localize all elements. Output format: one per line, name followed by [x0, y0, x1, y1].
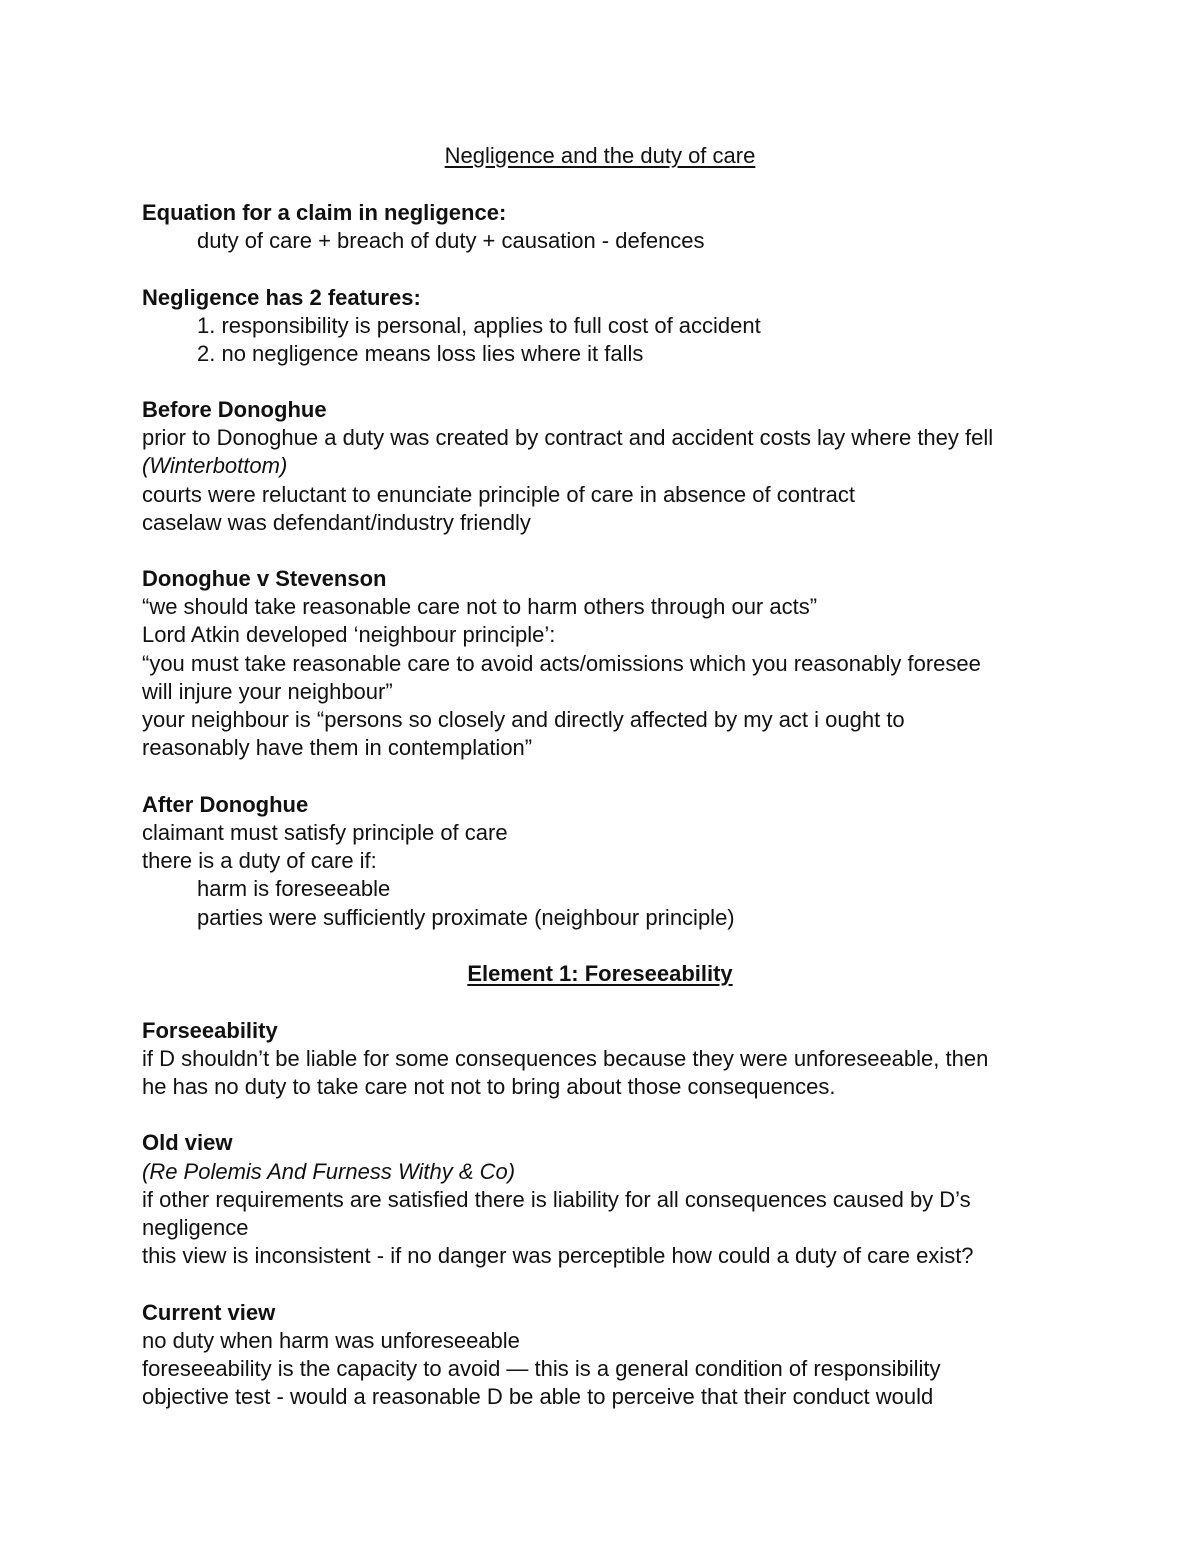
paragraph-line: caselaw was defendant/industry friendly — [142, 510, 531, 535]
paragraph-line: your neighbour is “persons so closely and directly affected by my act i ought to — [142, 707, 905, 732]
forseeability-heading: Forseeability — [142, 1018, 278, 1043]
paragraph-line: “you must take reasonable care to avoid acts/omissions which you reasonably foresee — [142, 651, 981, 676]
donoghue-v-stevenson-heading: Donoghue v Stevenson — [142, 566, 387, 591]
paragraph-line: will injure your neighbour” — [142, 679, 393, 704]
equation-heading: Equation for a claim in negligence: — [142, 200, 507, 225]
old-view-heading: Old view — [142, 1130, 233, 1155]
paragraph-line: he has no duty to take care not not to bring about those consequences. — [142, 1074, 836, 1099]
element1-heading: Element 1: Foreseeability — [467, 961, 733, 986]
case-citation: (Re Polemis And Furness Withy & Co) — [142, 1159, 516, 1184]
paragraph-line: reasonably have them in contemplation” — [142, 735, 533, 760]
paragraph-line: if D shouldn’t be liable for some consequences because they were unforeseeable, then — [142, 1046, 989, 1071]
feature-item: 1. responsibility is personal, applies to full cost of accident — [197, 313, 761, 338]
paragraph-line: if other requirements are satisfied there is liability for all consequences caused by D’s — [142, 1187, 971, 1212]
feature-item: 2. no negligence means loss lies where it falls — [197, 341, 644, 366]
case-citation: (Winterbottom) — [142, 453, 288, 478]
paragraph-line: objective test - would a reasonable D be able to perceive that their conduct would — [142, 1384, 934, 1409]
paragraph-line: negligence — [142, 1215, 249, 1240]
paragraph-line: no duty when harm was unforeseeable — [142, 1328, 520, 1353]
after-donoghue-heading: After Donoghue — [142, 792, 309, 817]
features-heading: Negligence has 2 features: — [142, 285, 421, 310]
paragraph-line: foreseeability is the capacity to avoid — this is a general condition of responsibility — [142, 1356, 941, 1381]
paragraph-line: courts were reluctant to enunciate principle of care in absence of contract — [142, 482, 855, 507]
before-donoghue-heading: Before Donoghue — [142, 397, 327, 422]
document-title: Negligence and the duty of care — [444, 143, 756, 168]
paragraph-line: there is a duty of care if: — [142, 848, 377, 873]
paragraph-line: this view is inconsistent - if no danger was perceptible how could a duty of care exist? — [142, 1243, 974, 1268]
paragraph-line: Lord Atkin developed ‘neighbour principle’: — [142, 622, 556, 647]
condition-item: harm is foreseeable — [197, 876, 391, 901]
current-view-heading: Current view — [142, 1300, 276, 1325]
paragraph-line: prior to Donoghue a duty was created by contract and accident costs lay where they fell — [142, 425, 994, 450]
paragraph-line: claimant must satisfy principle of care — [142, 820, 508, 845]
paragraph-line: “we should take reasonable care not to harm others through our acts” — [142, 594, 818, 619]
condition-item: parties were sufficiently proximate (neighbour principle) — [197, 905, 735, 930]
equation-formula: duty of care + breach of duty + causation - defences — [197, 228, 705, 253]
